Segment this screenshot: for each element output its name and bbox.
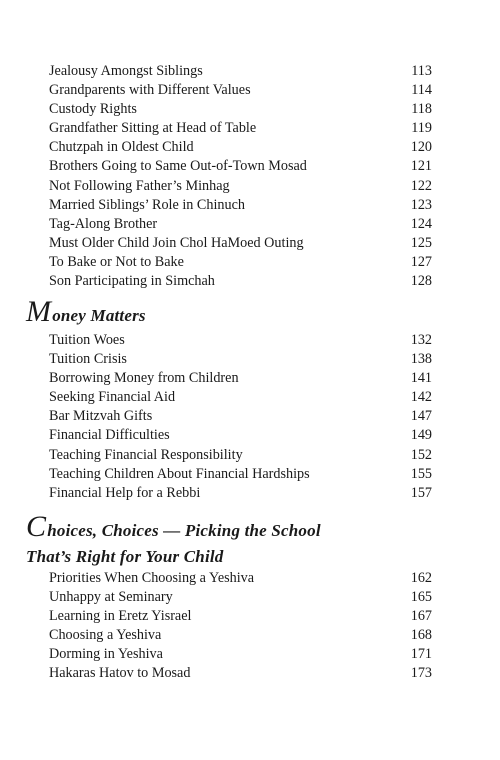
toc-entry [49, 215, 432, 234]
toc-entry [49, 484, 432, 503]
toc-entry [49, 272, 432, 291]
toc-entry-page: 168 [410, 627, 432, 644]
toc-entry-page: 121 [410, 158, 432, 175]
toc-entry-title: Hakaras Hatov to Mosad [49, 665, 191, 682]
toc-entry-title: Grandparents with Different Values [49, 82, 251, 99]
toc-entry-page: 142 [410, 389, 432, 406]
toc-entry-page: 147 [410, 408, 432, 425]
toc-entry-page: 124 [410, 215, 432, 232]
toc-entry-title: Financial Help for a Rebbi [49, 484, 201, 501]
toc-entry-title: Teaching Financial Responsibility [49, 446, 243, 463]
toc-entry [49, 177, 432, 196]
toc-entry-title: Must Older Child Join Chol HaMoed Outing [49, 234, 304, 251]
section-heading-text: oney Matters [52, 306, 146, 325]
toc-entry-page: 171 [410, 646, 432, 663]
toc-entry-page: 132 [410, 332, 432, 348]
toc-entry [49, 331, 432, 350]
toc-entry-page: 113 [411, 63, 432, 79]
toc-entry-page: 122 [410, 177, 432, 194]
toc-entry-title: To Bake or Not to Bake [49, 253, 184, 270]
toc-continued-list [49, 62, 432, 291]
toc-section-list-choosing-school [49, 569, 432, 684]
toc-section-list-money-matters [49, 331, 432, 503]
toc-entry-page: 162 [410, 570, 432, 586]
toc-entry-title: Borrowing Money from Children [49, 370, 239, 387]
toc-entry-page: 165 [410, 589, 432, 606]
toc-entry-title: Unhappy at Seminary [49, 589, 173, 606]
toc-entry [49, 81, 432, 100]
toc-entry-page: 120 [410, 139, 432, 156]
toc-entry-page: 155 [410, 465, 432, 482]
toc-entry-title: Dorming in Yeshiva [49, 646, 163, 663]
toc-entry [49, 234, 432, 253]
toc-entry-title: Learning in Eretz Yisrael [49, 608, 192, 625]
toc-entry-page: 149 [410, 427, 432, 444]
toc-entry-title: Chutzpah in Oldest Child [49, 139, 194, 156]
toc-entry [49, 369, 432, 388]
toc-entry-page: 167 [410, 608, 432, 625]
toc-entry-title: Bar Mitzvah Gifts [49, 408, 153, 425]
toc-entry [49, 157, 432, 176]
toc-entry-title: Choosing a Yeshiva [49, 627, 162, 644]
toc-entry [49, 426, 432, 445]
toc-entry-title: Custody Rights [49, 101, 137, 118]
toc-entry [49, 388, 432, 407]
toc-entry [49, 626, 432, 645]
section-heading-line [26, 297, 146, 329]
toc-entry-title: Financial Difficulties [49, 427, 170, 444]
toc-entry [49, 62, 432, 81]
toc-entry [49, 138, 432, 157]
section-heading-initial: C [26, 510, 47, 543]
section-heading-text: hoices, Choices — Picking the School [47, 521, 321, 540]
toc-entry [49, 100, 432, 119]
toc-entry [49, 664, 432, 683]
section-heading-line-2: That’s Right for Your Child [26, 547, 224, 566]
toc-entry-page: 114 [411, 82, 432, 99]
toc-entry [49, 253, 432, 272]
toc-entry [49, 607, 432, 626]
toc-entry [49, 446, 432, 465]
section-heading-money-matters [26, 297, 146, 329]
toc-entry-title: Grandfather Sitting at Head of Table [49, 120, 257, 137]
toc-entry-title: Teaching Children About Financial Hardships [49, 465, 310, 482]
toc-entry [49, 588, 432, 607]
toc-entry [49, 407, 432, 426]
toc-entry-title: Married Siblings’ Role in Chinuch [49, 196, 245, 213]
toc-entry [49, 196, 432, 215]
toc-entry-page: 157 [410, 484, 432, 501]
toc-entry-title: Tag-Along Brother [49, 215, 158, 232]
toc-entry-page: 119 [411, 120, 432, 137]
toc-entry-page: 152 [410, 446, 432, 463]
section-heading-choosing-school [26, 512, 321, 570]
toc-entry-title: Brothers Going to Same Out-of-Town Mosad [49, 158, 307, 175]
toc-entry [49, 645, 432, 664]
toc-entry-title: Priorities When Choosing a Yeshiva [49, 570, 255, 586]
section-heading-initial: M [26, 295, 52, 328]
toc-entry-page: 138 [410, 351, 432, 368]
toc-entry-title: Seeking Financial Aid [49, 389, 176, 406]
toc-entry-page: 123 [410, 196, 432, 213]
toc-entry-page: 125 [410, 234, 432, 251]
toc-entry-page: 128 [410, 273, 432, 290]
toc-entry-page: 141 [410, 370, 432, 387]
section-heading-line [26, 512, 321, 544]
toc-entry-page: 118 [411, 101, 432, 118]
toc-entry-title: Tuition Crisis [49, 351, 127, 368]
toc-entry-title: Not Following Father’s Minhag [49, 177, 230, 194]
toc-entry [49, 119, 432, 138]
toc-entry-page: 173 [410, 665, 432, 682]
toc-entry-page: 127 [410, 253, 432, 270]
toc-entry-title: Jealousy Amongst Siblings [49, 63, 203, 79]
toc-entry-title: Tuition Woes [49, 332, 125, 348]
toc-entry [49, 350, 432, 369]
toc-entry [49, 569, 432, 588]
toc-entry-title: Son Participating in Simchah [49, 273, 215, 290]
toc-entry [49, 465, 432, 484]
